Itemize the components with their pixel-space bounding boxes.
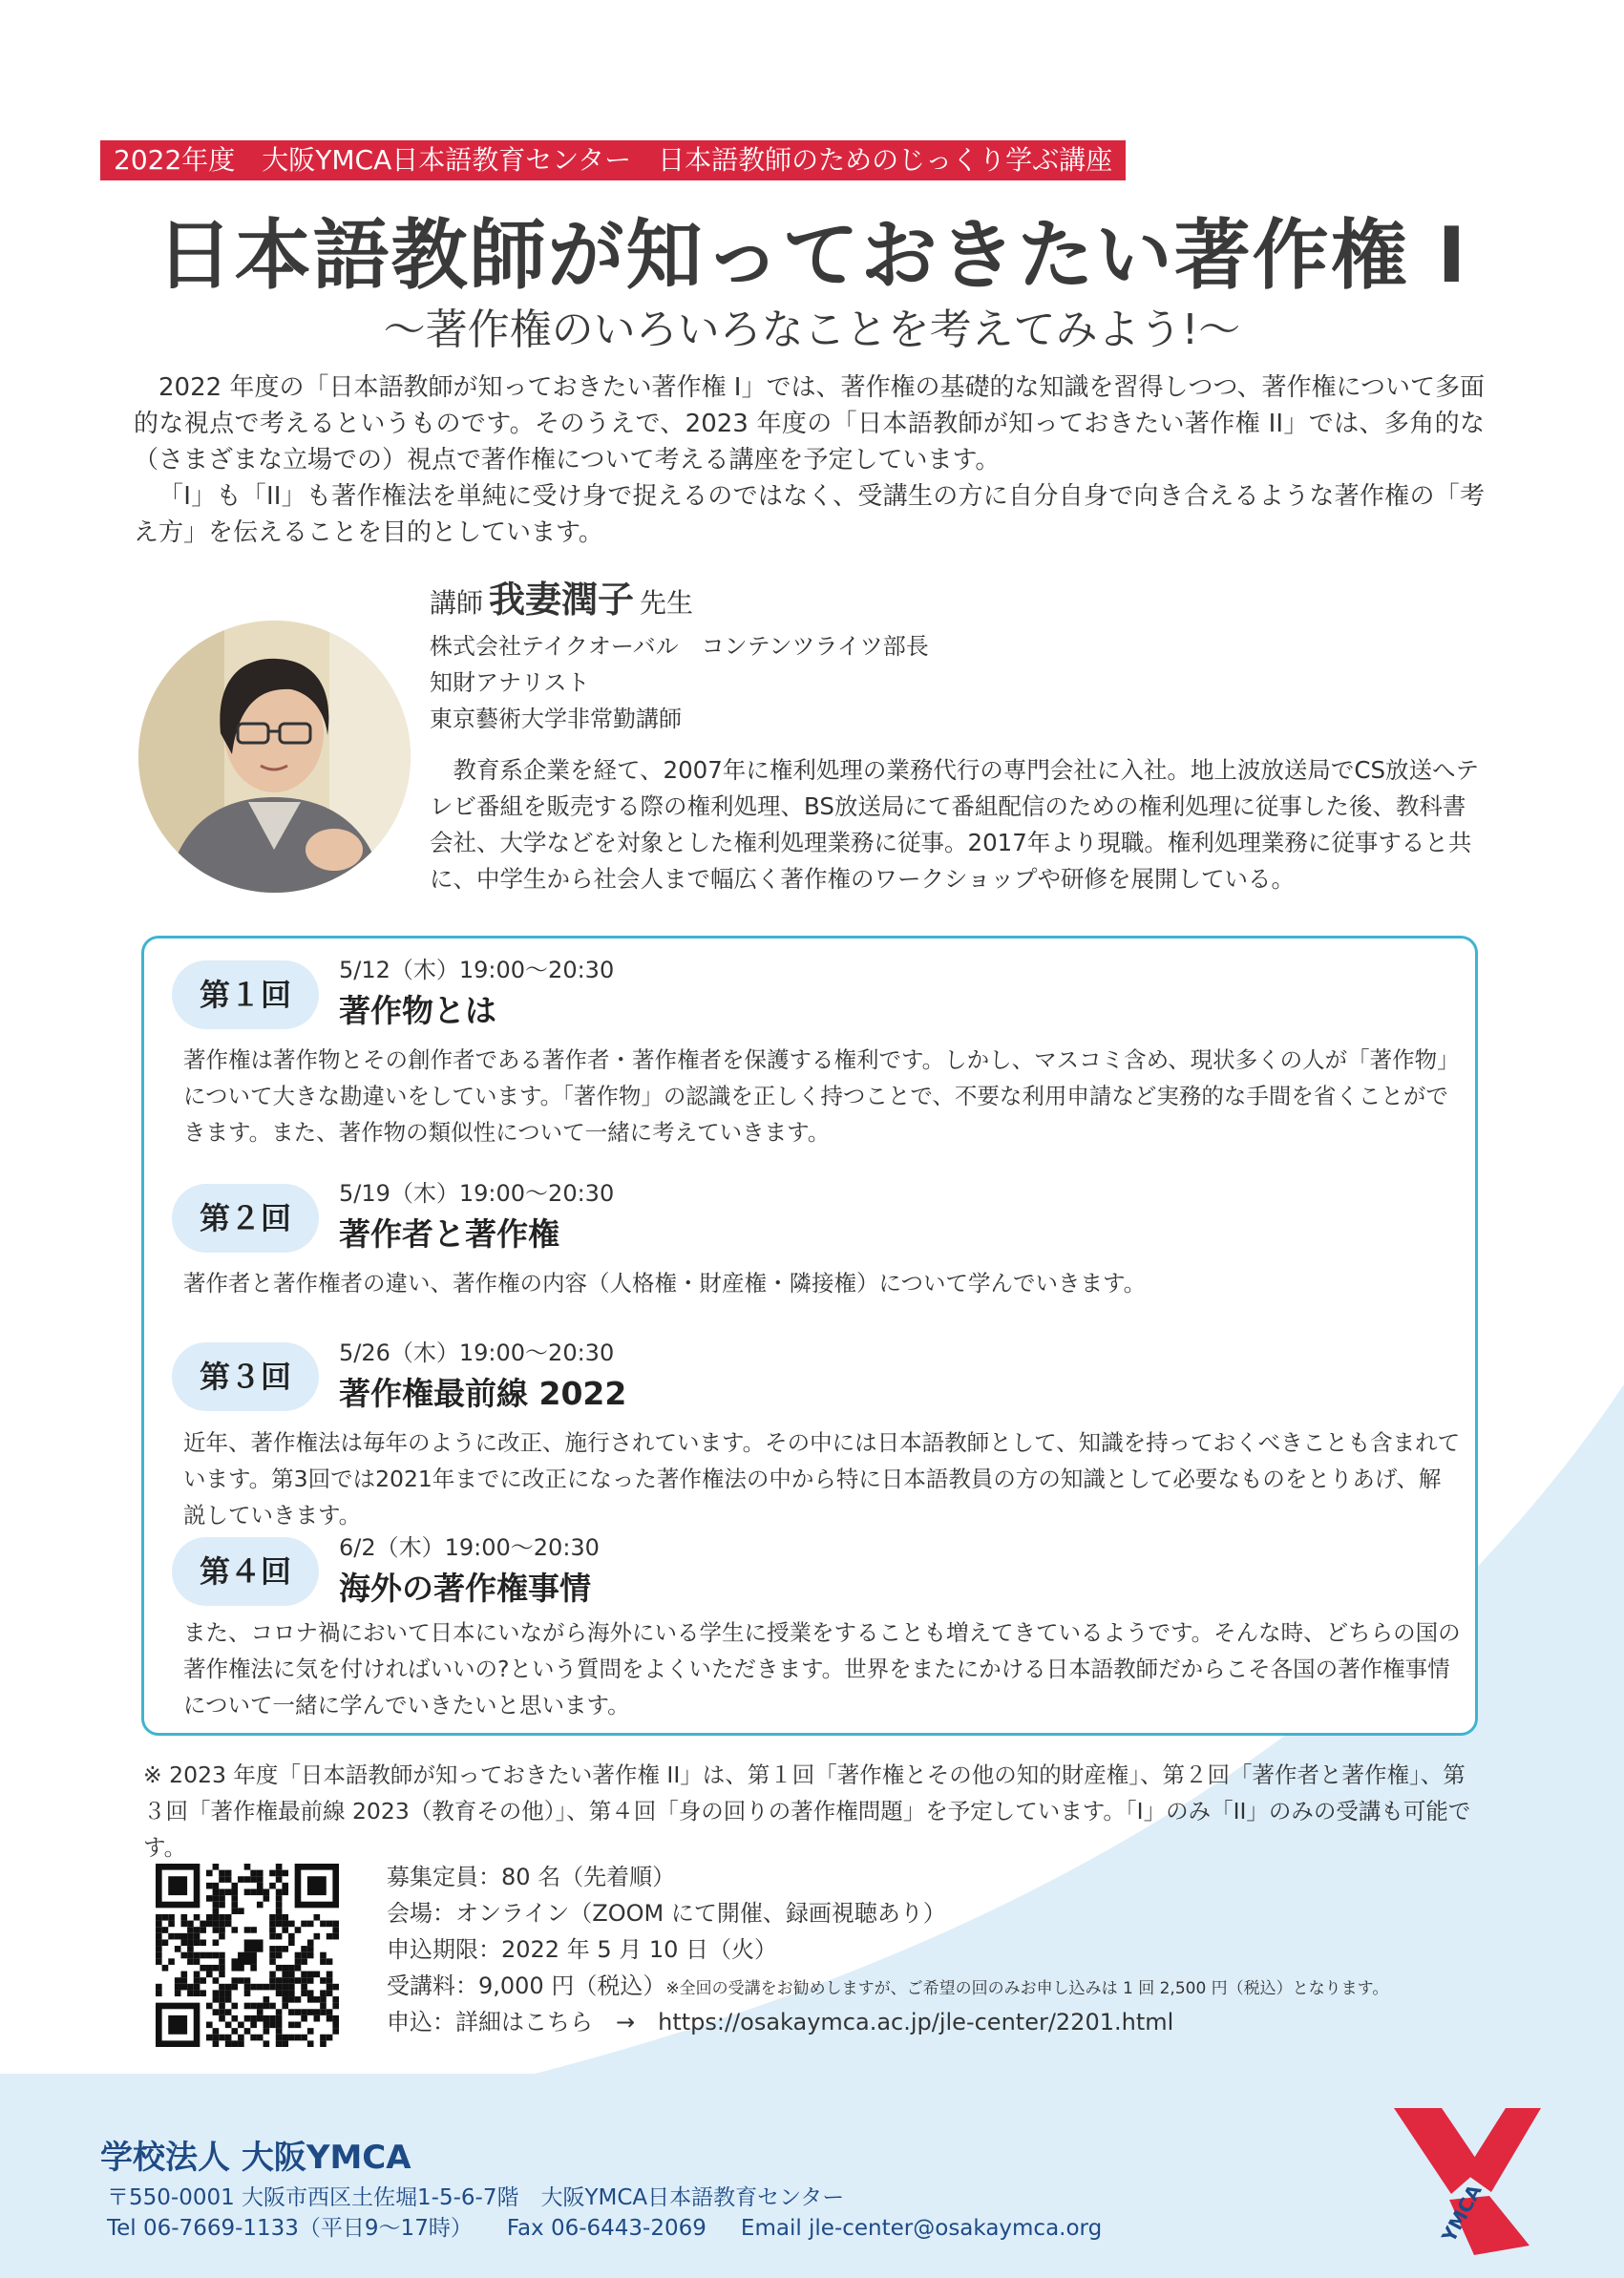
lecturer-affiliation: 東京藝術大学非常勤講師 [430,706,682,732]
session-4-title: 海外の著作権事情 [339,1570,591,1607]
session-3-title: 著作権最前線 2022 [339,1375,627,1412]
lecturer-suffix: 先生 [640,587,694,619]
info-fee [387,1969,1388,2006]
organization-name: 学校法人 大阪YMCA [100,2139,411,2177]
session-3-description: 近年、著作権法は毎年のように改正、施行されています。その中には日本語教師として、知識を持っておくべきことも含まれています。第3回では2021年までに改正になった著作権法の中から特に日本語教員の方の知識として必要なものをとりあげ、解説していきます。 [183,1429,1461,1529]
intro-paragraph-1: 2022 年度の「日本語教師が知っておきたい著作権 I」では、著作権の基礎的な知識を習得しつつ、著作権について多面的な視点で考えるというものです。そのうえで、2023 年度の「日本語教師が知っておきたい著作権 II」では、多角的な（さまざまな立場での）視点で著作権について考える講座を予定しています。 [134,373,1485,475]
page-title: 日本語教師が知っておきたい著作権 I [156,211,1468,300]
info-venue: 会場：オンライン（ZOOM にて開催、録画視聴あり） [387,1900,946,1927]
lecturer-heading [430,580,693,622]
intro-paragraph-2: 「I」も「II」も著作権法を単純に受け身で捉えるのではなく、受講生の方に自分自身で向き合えるような著作権の「考え方」を伝えることを目的としています。 [134,482,1485,547]
session-2-description: 著作者と著作権者の違い、著作権の内容（人格権・財産権・隣接権）について学んでいきます。 [183,1270,1147,1297]
series-tag: 2022年度 大阪YMCA日本語教育センター 日本語教師のためのじっくり学ぶ講座 [100,140,1126,180]
fax: Fax 06-6443-2069 [506,2216,707,2241]
lecturer-bio [430,752,1482,897]
session-1-title: 著作物とは [339,992,496,1029]
info-apply-link[interactable]: 申込：詳細はこちら → https://osakaymca.ac.jp/jle-center/2201.html [387,2009,1174,2035]
lecturer-name: 我妻潤子 [489,579,635,621]
lecturer-affiliation: 知財アナリスト [430,669,590,696]
session-3-date: 5/26（木）19:00〜20:30 [339,1339,615,1366]
lecturer-affiliation: 株式会社テイクオーバル コンテンツライツ部長 [430,633,929,660]
ymca-logo-text: YMCA [1437,2181,1487,2246]
qr-code[interactable] [156,1864,339,2047]
session-1-description: 著作権は著作物とその創作者である著作者・著作権者を保護する権利です。しかし、マスコミ含め、現状多くの人が「著作物」について大きな勘違いをしています。「著作物」の認識を正しく持つことで、不要な利用申請など実務的な手間を省くことができます。また、著作物の類似性について一緒に考えていきます。 [183,1046,1460,1146]
session-2-label: 第２回 [172,1184,319,1253]
address: 〒550-0001 大阪市西区土佐堀1-5-6-7階 大阪YMCA日本語教育センター [107,2185,845,2210]
lecturer-role: 講師 [430,587,484,619]
session-3-label: 第３回 [172,1342,319,1411]
session-4-description: また、コロナ禍において日本にいながら海外にいる学生に授業をすることも増えてきているようです。そんな時、どちらの国の著作権法に気を付ければいいの?という質問をよくいただきます。世界をまたにかける日本語教師だからこそ各国の著作権事情について一緒に学んでいきたいと思います。 [183,1619,1461,1719]
session-1-date: 5/12（木）19:00〜20:30 [339,957,615,983]
session-2-date: 5/19（木）19:00〜20:30 [339,1180,615,1207]
info-deadline: 申込期限：2022 年 5 月 10 日（火） [387,1936,778,1963]
ymca-logo [1386,2100,1549,2263]
lecturer-photo [138,621,411,893]
session-1-label: 第１回 [172,960,319,1029]
lecturer-bio-text: 教育系企業を経て、2007年に権利処理の業務代行の専門会社に入社。地上波放送局でCS放送へテレビ番組を販売する際の権利処理、BS放送局にて番組配信のための権利処理に従事した後、教科書会社、大学などを対象とした権利処理業務に従事。2017年より現職。権利処理業務に従事すると共に、中学生から社会人まで幅広く著作権のワークショップや研修を展開している。 [430,756,1480,893]
info-capacity: 募集定員：80 名（先着順） [387,1864,676,1890]
tel: Tel 06-7669-1133（平日9〜17時） [107,2216,473,2241]
session-4-label: 第４回 [172,1537,319,1606]
note-text: ※ 2023 年度「日本語教師が知っておきたい著作権 II」は、第１回「著作権とその他の知的財産権」、第２回「著作者と著作権」、第３回「著作権最前線 2023（教育その他）」、第４回「身の回りの著作権問題」を予定しています。「I」のみ「II」のみの受講も可能です。 [143,1761,1471,1861]
page-subtitle: 〜著作権のいろいろなことを考えてみよう!〜 [383,306,1241,354]
session-4-date: 6/2（木）19:00〜20:30 [339,1534,600,1561]
info-fee-note: ※全回の受講をお勧めしますが、ご希望の回のみお申し込みは 1 回 2,500 円（税込）となります。 [665,1979,1389,1998]
contact-line [107,2213,1136,2244]
email[interactable]: Email jle-center@osakaymca.org [740,2216,1103,2241]
info-fee-amount: 受講料：9,000 円（税込） [387,1972,666,1999]
intro-text [134,369,1485,551]
session-2-title: 著作者と著作権 [339,1215,559,1253]
